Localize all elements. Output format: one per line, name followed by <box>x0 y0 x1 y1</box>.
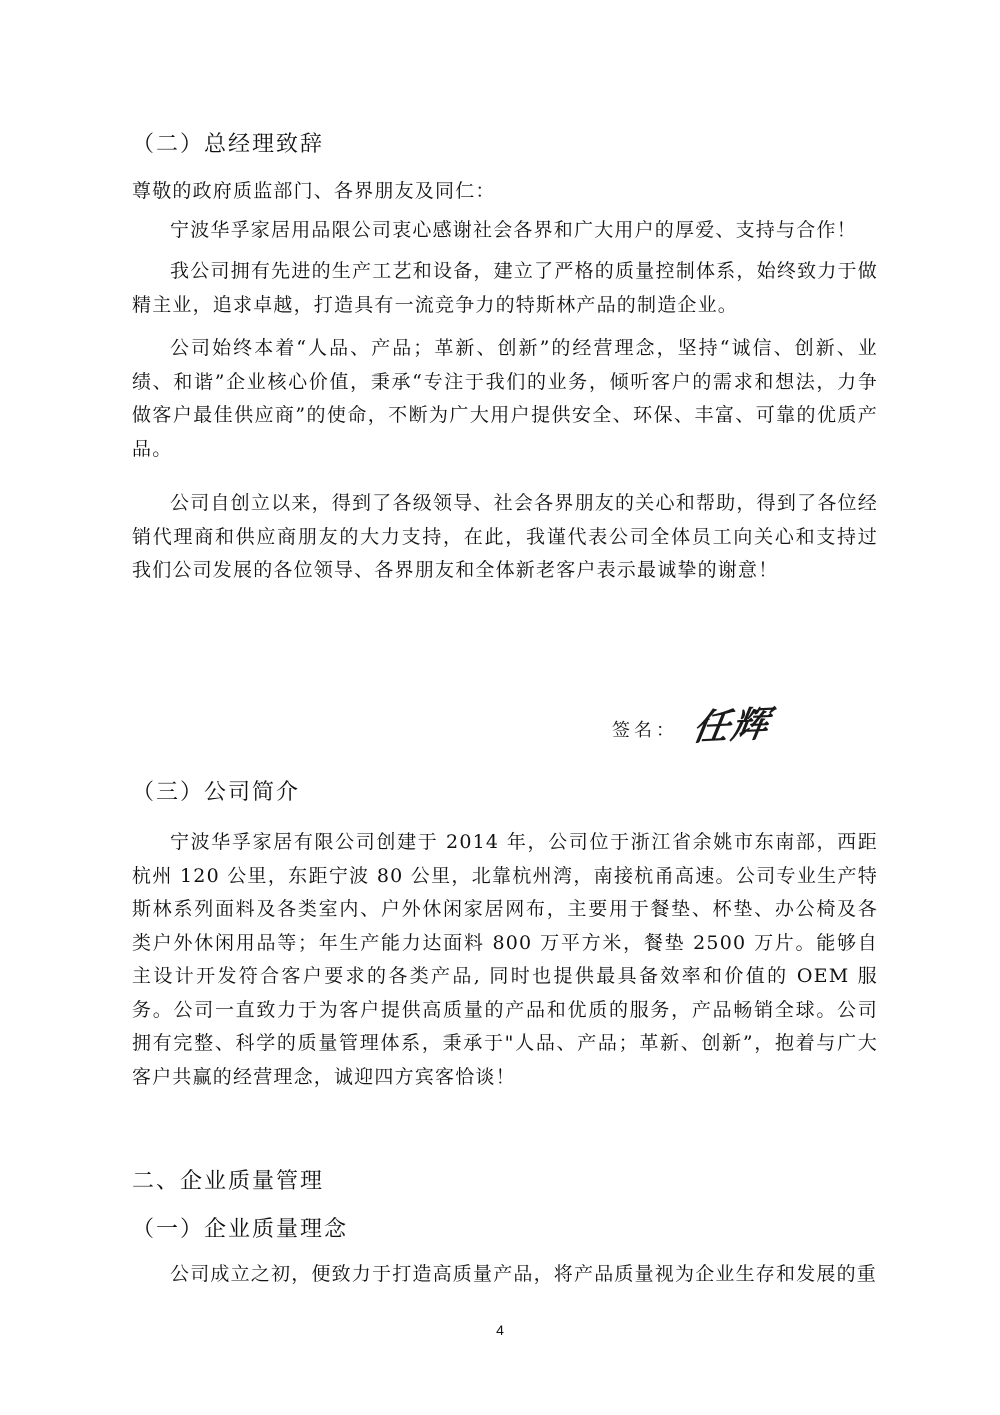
gm-paragraph-1: 宁波华孚家居用品限公司衷心感谢社会各界和广大用户的厚爱、支持与合作！ <box>170 219 857 241</box>
gm-paragraph-4: 公司自创立以来，得到了各级领导、社会各界朋友的关心和帮助，得到了各位经销代理商和供应商朋友的大力支持，在此，我谨代表公司全体员工向关心和支持过我们公司发展的各位领导、各界朋友和全体新老客户表示最诚挚的谢意！ <box>132 492 878 581</box>
company-profile-paragraph: 宁波华孚家居有限公司创建于 2014 年，公司位于浙江省余姚市东南部，西距杭州 120 公里，东距宁波 80 公里，北靠杭州湾，南接杭甬高速。公司专业生产特斯林系列面料及各类室内、户外休闲家居网布，主要用于餐垫、杯垫、办公椅及各类户外休闲用品等；年生产能力达面料 800 万平方米，餐垫 2500 万片。能够自主设计开发符合客户要求的各类产品, 同时也提供最具备效率和价值的 OEM 服务。公司一直致力于为客户提供高质量的产品和优质的服务，产品畅销全球。公司拥有完整、科学的质量管理体系，秉承于"人品、产品；革新、创新”，抱着与广大客户共赢的经营理念，诚迎四方宾客恰谈！ <box>132 831 878 1088</box>
chapter-heading-quality-management: 二、企业质量管理 <box>132 1169 325 1194</box>
page-number: 4 <box>496 1322 504 1338</box>
signature-label: 签名： <box>612 719 678 741</box>
section-heading-company-profile: （三）公司简介 <box>132 780 301 805</box>
gm-paragraph-3: 公司始终本着“人品、产品；革新、创新”的经营理念，坚持“诚信、创新、业绩、和谐”企业核心价值，秉承“专注于我们的业务，倾听客户的需求和想法，力争做客户最佳供应商”的使命，不断为广大用户提供安全、环保、丰富、可靠的优质产品。 <box>132 337 878 460</box>
section-heading-gm-address: （二）总经理致辞 <box>132 132 325 157</box>
salutation: 尊敬的政府质监部门、各界朋友及同仁： <box>132 180 496 202</box>
gm-paragraph-2: 我公司拥有先进的生产工艺和设备，建立了严格的质量控制体系，始终致力于做精主业，追求卓越，打造具有一流竞争力的特斯林产品的制造企业。 <box>132 260 878 316</box>
section-heading-quality-concept: （一）企业质量理念 <box>132 1217 349 1242</box>
quality-concept-paragraph: 公司成立之初，便致力于打造高质量产品，将产品质量视为企业生存和发展的重 <box>170 1263 878 1285</box>
signature-block <box>612 698 774 749</box>
handwritten-signature: 任辉 <box>689 703 774 749</box>
